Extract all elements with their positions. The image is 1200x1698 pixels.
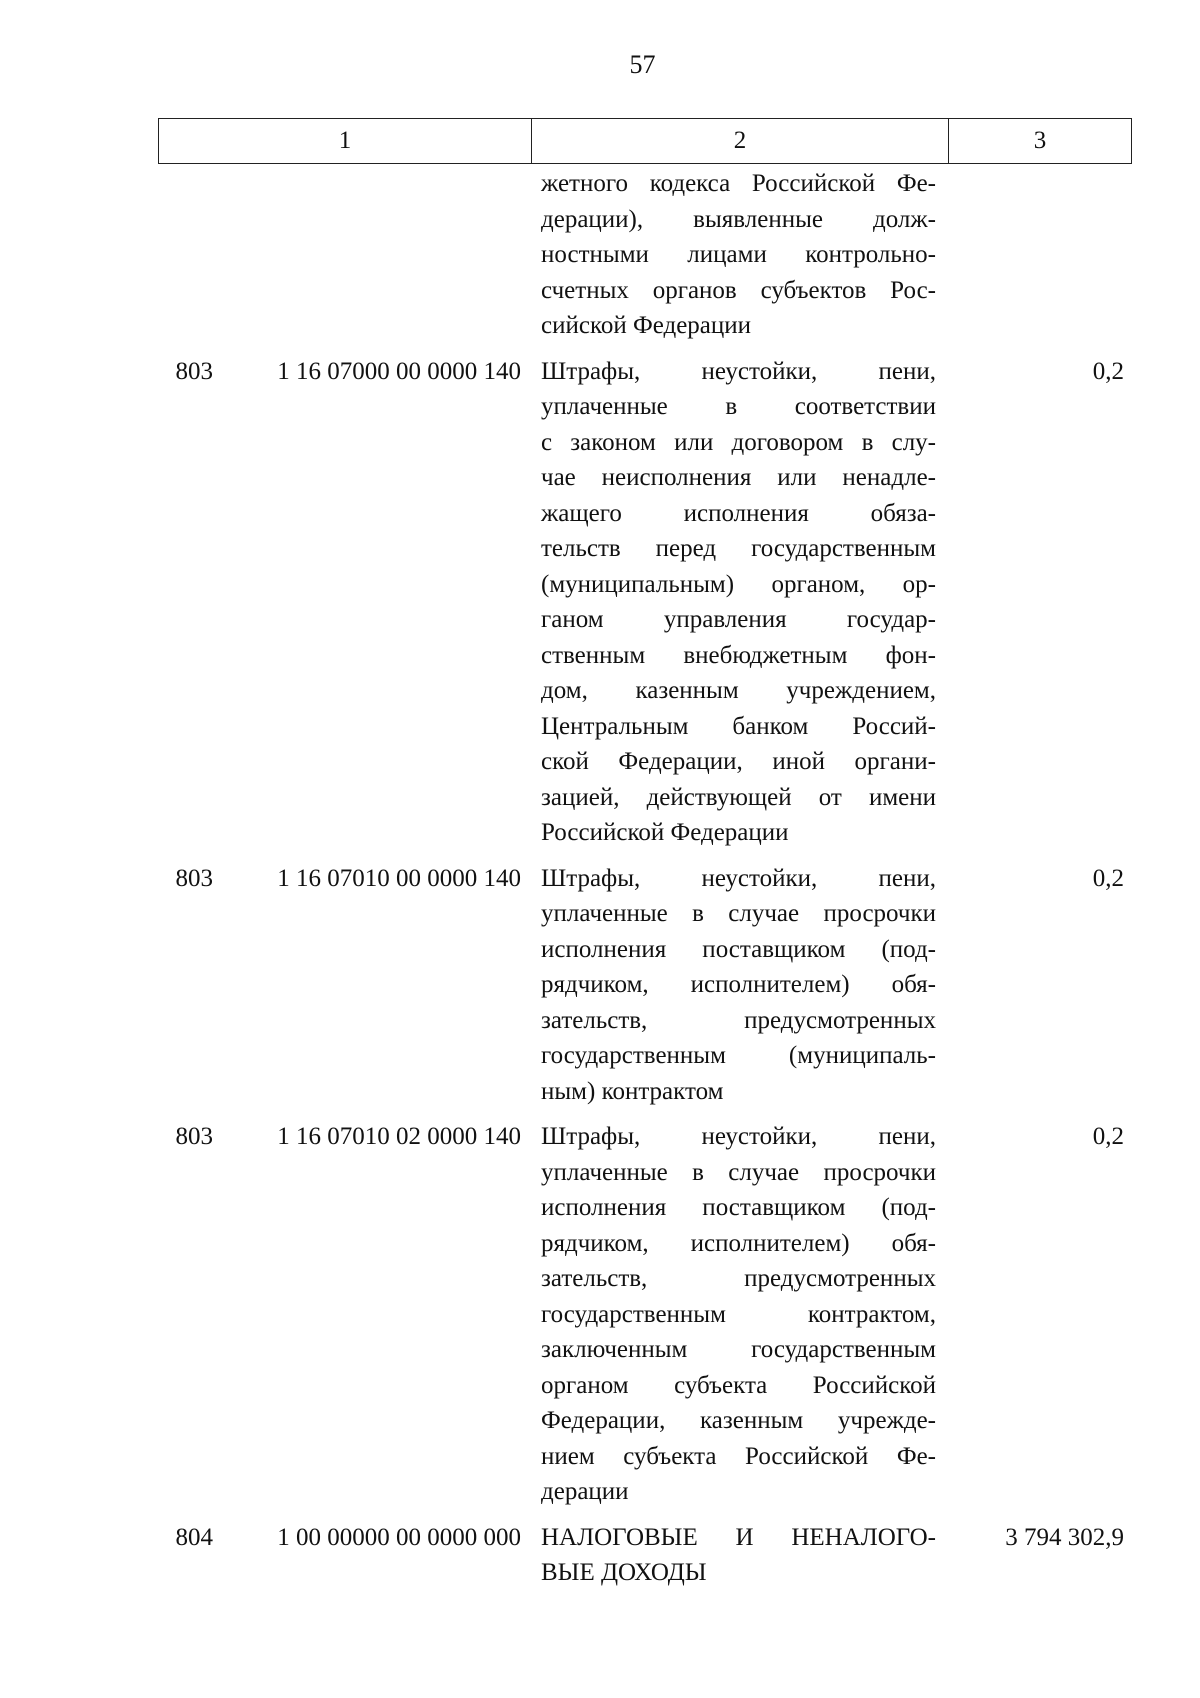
description-line: рядчиком, исполнителем) обя- [541, 971, 936, 998]
admin-code-cell: 804 [175, 1523, 213, 1551]
description-line: ностными лицами контрольно- [541, 241, 936, 268]
description-line: с законом или договором в слу- [541, 428, 936, 456]
description-line: ганом управления государ- [541, 606, 936, 633]
description-line: ской Федерации, иной органи- [541, 748, 936, 775]
description-line: уплаченные в случае просрочки [541, 1158, 936, 1186]
description-cell [541, 354, 936, 851]
description-cell [541, 166, 936, 344]
income-code-cell: 1 16 07000 00 0000 140 [277, 357, 521, 385]
table-row [158, 1520, 1132, 1591]
description-line: ственным внебюджетным фон- [541, 641, 936, 669]
description-line: дом, казенным учреждением, [541, 677, 936, 704]
description-cell [541, 1119, 936, 1510]
description-line: чае неисполнения или ненадле- [541, 464, 936, 491]
description-line: ным) контрактом [541, 1077, 724, 1105]
description-line: жащего исполнения обяза- [541, 499, 936, 527]
income-code-cell: 1 16 07010 02 0000 140 [277, 1123, 521, 1150]
description-line: государственным (муниципаль- [541, 1042, 936, 1069]
header-col-1: 1 [159, 119, 532, 163]
description-line: уплаченные в случае просрочки [541, 900, 936, 927]
description-line: (муниципальным) органом, ор- [541, 570, 936, 598]
description-line: государственным контрактом, [541, 1300, 936, 1328]
description-line: зательств, предусмотренных [541, 1006, 936, 1034]
description-line: Центральным банком Россий- [541, 712, 936, 740]
income-code-cell: 1 16 07010 00 0000 140 [277, 864, 521, 892]
description-line: тельств перед государственным [541, 535, 936, 562]
admin-code-cell [158, 166, 213, 344]
description-cell [541, 1520, 936, 1591]
description-line: жетного кодекса Российской Фе- [541, 170, 936, 197]
description-line: заключенным государственным [541, 1336, 936, 1363]
page-number: 57 [629, 50, 656, 79]
description-line: органом субъекта Российской [541, 1371, 936, 1399]
table-row [158, 861, 1132, 1110]
description-line: дерации), выявленные долж- [541, 205, 936, 233]
description-line: сийской Федерации [541, 312, 752, 339]
header-col-3: 3 [1033, 127, 1047, 154]
table-body [158, 166, 1132, 1591]
table-row [158, 1119, 1132, 1510]
table-row [158, 166, 1132, 344]
admin-code-cell: 803 [175, 864, 213, 892]
description-line: ВЫЕ ДОХОДЫ [541, 1559, 707, 1586]
description-line: рядчиком, исполнителем) обя- [541, 1229, 936, 1257]
header-col-2: 2 [532, 119, 949, 163]
description-line: исполнения поставщиком (под- [541, 935, 936, 963]
description-cell [541, 861, 936, 1110]
description-line: счетных органов субъектов Рос- [541, 276, 936, 304]
amount-cell [936, 166, 1132, 344]
amount-cell: 0,2 [1092, 864, 1124, 892]
description-line: дерации [541, 1478, 629, 1505]
description-line: Штрафы, неустойки, пени, [541, 1123, 936, 1150]
description-line: зательств, предусмотренных [541, 1265, 936, 1292]
description-line: нием субъекта Российской Фе- [541, 1442, 936, 1470]
description-line: Федерации, казенным учрежде- [541, 1407, 936, 1434]
admin-code-cell: 803 [175, 1123, 213, 1150]
description-line: зацией, действующей от имени [541, 783, 936, 811]
table-header [158, 118, 1132, 164]
description-line: Штрафы, неустойки, пени, [541, 357, 936, 385]
amount-cell: 0,2 [1092, 1123, 1124, 1150]
amount-cell: 0,2 [1092, 357, 1124, 385]
admin-code-cell: 803 [175, 357, 213, 385]
description-line: уплаченные в соответствии [541, 393, 936, 420]
description-line: исполнения поставщиком (под- [541, 1194, 936, 1221]
income-code-cell: 1 00 00000 00 0000 000 [277, 1523, 521, 1551]
description-line: НАЛОГОВЫЕ И НЕНАЛОГО- [541, 1523, 936, 1551]
amount-cell: 3 794 302,9 [1005, 1523, 1124, 1551]
table-row [158, 354, 1132, 851]
description-line: Штрафы, неустойки, пени, [541, 864, 936, 892]
income-code-cell [213, 166, 521, 344]
description-line: Российской Федерации [541, 819, 789, 846]
